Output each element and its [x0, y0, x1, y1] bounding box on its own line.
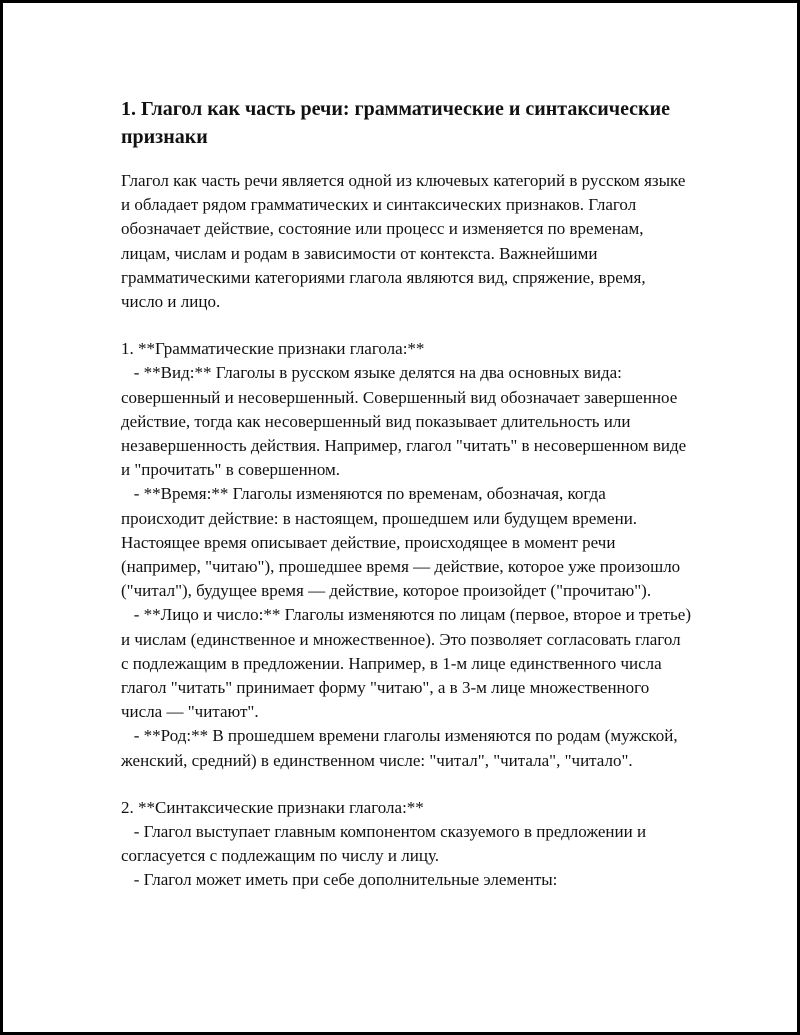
person-number-item: - **Лицо и число:** Глаголы изменяются по лицам (первое, второе и третье) и числам (единственное и множественное). Это позволяет согласовать глагол с подлежащим в предложении. Например, в 1-м лице единственного числа глагол "читать" принимает форму "читаю", а в 3-м лице множественного числа — "читают".: [121, 605, 696, 722]
syntactic-features-section: [121, 796, 691, 893]
predicate-item: - Глагол выступает главным компонентом сказуемого в предложении и согласуется с подлежащим по числу и лицу.: [121, 822, 651, 866]
section-title: 1. Глагол как часть речи: грамматические и синтаксические признаки: [121, 98, 670, 148]
tense-item: - **Время:** Глаголы изменяются по временам, обозначая, когда происходит действие: в настоящем, прошедшем или будущем времени. Настоящее время описывает действие, происходящее в момент речи (например, "читаю"), прошедшее время — действие, которое уже произошло ("читал"), будущее время — действие, которое произойдет ("прочитаю").: [121, 484, 685, 601]
document-body: [121, 95, 696, 893]
aspect-item: - **Вид:** Глаголы в русском языке делятся на два основных вида: совершенный и несовершенный. Совершенный вид обозначает завершенное действие, тогда как несовершенный вид показывает длительность или незавершенность действия. Например, глагол "читать" в несовершенном виде и "прочитать" в совершенном.: [121, 363, 691, 480]
gender-item: - **Род:** В прошедшем времени глаголы изменяются по родам (мужской, женский, средний) в единственном числе: "читал", "читала", "читало".: [121, 726, 682, 770]
syntactic-features-heading: 2. **Синтаксические признаки глагола:**: [121, 797, 424, 817]
grammatical-features-section: [121, 337, 696, 773]
additional-elements-item: - Глагол может иметь при себе дополнительные элементы:: [121, 870, 558, 890]
grammatical-features-heading: 1. **Грамматические признаки глагола:**: [121, 339, 425, 359]
intro-paragraph: Глагол как часть речи является одной из ключевых категорий в русском языке и обладает рядом грамматических и синтаксических признаков. Глагол обозначает действие, состояние или процесс и изменяется по временам, лицам, числам и родам в зависимости от контекста. Важнейшими грамматическими категориями глагола являются вид, спряжение, время, число и лицо.: [121, 171, 686, 312]
